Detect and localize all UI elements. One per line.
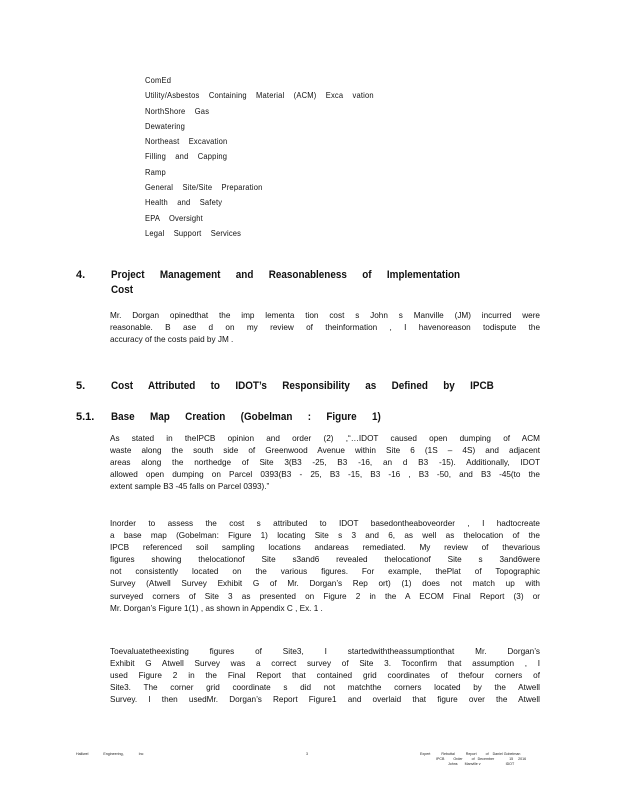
footer-company: Inc	[138, 752, 144, 756]
text-line: Exhibit G Atwell Survey was a correct survey of Site 3. Toconfirm that assumption , I	[110, 659, 540, 669]
text-line: areas along the northedge of Site 3(B3 -25, B3 -16, an d B3 -15). Additionally, IDOT	[110, 458, 540, 468]
text-line: As stated in theIPCB opinion and order (2) ,“…IDOT caused open dumping of ACM	[110, 434, 540, 443]
section-5-1-paragraph-1	[110, 433, 540, 493]
section-number: 5.1.	[76, 411, 95, 423]
section-number: 4.	[76, 269, 86, 281]
text-line: not consistently located on the various figures. For example, thePlat of Topographic	[110, 567, 540, 577]
section-5-1-paragraph-3	[110, 646, 540, 706]
section-4-heading	[76, 268, 546, 300]
list-item: NorthShore Gas	[145, 105, 210, 116]
section-title-continued: Cost	[111, 284, 134, 296]
text-line: Survey (Atwell Survey Exhibit G of Mr. Dorgan’s Rep ort) (1) does not match up with	[110, 579, 540, 589]
section-number: 5.	[76, 380, 86, 392]
text-line: IPCB referenced soil sampling locations andareas remediated. My review of thevarious	[110, 543, 540, 553]
text-line: Site3. The corner grid coordinate s did not matchthe corners located by the Atwell	[110, 683, 540, 693]
text-line: figures showing thelocationof Site s3and6 revealed thelocationof Site s 3and6were	[110, 555, 540, 565]
footer-company: Engineering,	[103, 752, 124, 756]
text-line: reasonable. B ase d on my review of theinformation , I havenoreason todispute the	[110, 323, 540, 333]
section-5-heading	[76, 379, 546, 395]
text-line: Mr. Dorgan’s Figure 1(1) , as shown in Appendix C , Ex. 1 .	[110, 603, 323, 613]
section-5-1-paragraph-2	[110, 518, 540, 615]
list-item: Utility/Asbestos Containing Material (ACM) Exca vation	[145, 90, 374, 101]
footer-right	[420, 752, 538, 767]
text-line: waste along the south side of Greenwood Avenue within Site 6 (1S – 4S) and adjacent	[110, 446, 540, 456]
list-item: General Site/Site Preparation	[145, 182, 263, 193]
list-item: Northeast Excavation	[145, 136, 228, 147]
text-line: used Figure 2 in the Final Report that contained grid coordinates of thefour corners of	[110, 671, 540, 681]
text-line: surveyed corners of Site 3 as presented on Figure 2 in the A ECOM Final Report (3) or	[110, 591, 540, 601]
text-line: a base map (Gobelman: Figure 1) locating Site s 3 and 6, as well as thelocation of the	[110, 531, 540, 541]
footer-line: Johns Manville v IDOT	[448, 762, 515, 766]
footer-company: Halliwel	[76, 752, 89, 756]
section-4-paragraph	[110, 310, 540, 346]
footer-line: Expert Rebuttal Report of Daniel Gobelman	[420, 752, 521, 756]
list-item: Dewatering	[145, 120, 186, 131]
list-item: ComEd	[145, 75, 172, 85]
text-line: accuracy of the costs paid by JM .	[110, 335, 234, 345]
page-number: 3	[306, 752, 308, 756]
list-item: EPA Oversight	[145, 212, 203, 223]
list-item: Legal Support Services	[145, 227, 242, 238]
section-title: Project Management and Reasonableness of Implementation	[111, 269, 461, 281]
section-title: Cost Attributed to IDOT’s Responsibility as Defined by IPCB	[111, 380, 494, 392]
text-line: Survey. I then usedMr. Dorgan’s Report Figure1 and overlaid that figure over the Atwell	[110, 695, 540, 705]
text-line: Toevaluatetheexisting figures of Site3, I startedwiththeassumptionthat Mr. Dorgan’s	[110, 647, 540, 656]
list-item: Health and Safety	[145, 197, 223, 208]
text-line: extent sample B3 -45 falls on Parcel 0393).”	[110, 482, 270, 492]
text-line: Mr. Dorgan opinedthat the imp lementa tion cost s John s Manville (JM) incurred were	[110, 311, 540, 320]
footer-left	[76, 752, 143, 757]
bullet-list	[124, 74, 484, 242]
section-5-1-heading	[76, 410, 546, 426]
footer-line: IPCB Order of December 15 2016	[436, 757, 527, 761]
list-item: Ramp	[145, 166, 166, 177]
list-item: Filling and Capping	[145, 151, 228, 162]
section-title: Base Map Creation (Gobelman : Figure 1)	[111, 411, 381, 423]
text-line: allowed open dumping on Parcel 0393(B3 - 25, B3 -15, B3 -16 , B3 -50, and B3 -45(to the	[110, 470, 540, 480]
text-line: Inorder to assess the cost s attributed to IDOT basedontheaboveorder , I hadtocreate	[110, 519, 540, 528]
